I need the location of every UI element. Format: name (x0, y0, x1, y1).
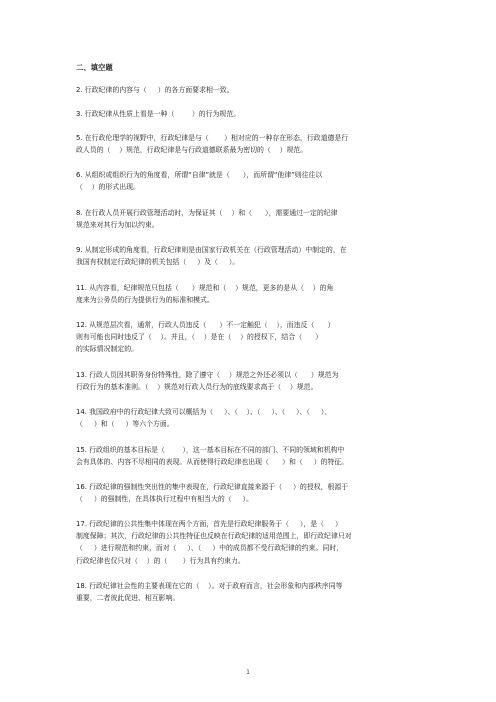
question-line: 6. 从组织或组织行为的角度看，所谓“自律”就是（ ），而所谓“他律”则往往以 (76, 171, 323, 179)
page-number: 1 (246, 669, 250, 676)
question-11 (76, 282, 428, 306)
question-line: 16. 行政纪律的强制性突出性的集中表现在，行政纪律直接来源于（ ）的授权，根源于 (76, 483, 349, 491)
question-5 (76, 132, 428, 156)
question-14 (76, 406, 428, 430)
question-16 (76, 481, 428, 505)
question-line: （ ）的强制性，在具体执行过程中有相当大的（ ）。 (76, 495, 253, 504)
question-line: 度来为公务员的行为提供行为的标准和模式。 (76, 296, 214, 305)
question-line: 14. 我国政府中的行政纪律大致可以概括为（ ）、（ ）、（ ）、（ ）、（ ）、 (76, 408, 332, 416)
question-8 (76, 207, 428, 231)
question-line: （ ）进行规范和约束，而对（ ）、（ ）中的成员都不受行政纪律的约束。同时， (76, 544, 344, 553)
question-6 (76, 169, 428, 193)
question-3 (76, 108, 428, 120)
question-line: 2. 行政纪律的内容与（ ）的各方面要求相一致。 (76, 86, 234, 94)
section-heading: 二、填空题 (76, 63, 113, 72)
question-line: 规范来对其行为加以约束。 (76, 221, 159, 230)
question-line: 行政行为的基本准则。（ ）规范对行政人员行为的底线要求高于（ ）规范。 (76, 383, 318, 392)
question-line: 5. 在行政伦理学的视野中，行政纪律是与（ ）相对应的一种存在形态，行政道德是行 (76, 134, 349, 142)
question-line: 11. 从内容看，纪律规范只包括（ ）规范和（ ）规范，更多的是从（ ）的角 (76, 284, 334, 292)
question-line: 会有具体的、内容不尽相同的表现。从而使得行政纪律也出现（ ）和（ ）的特征。 (76, 458, 349, 467)
question-13 (76, 369, 428, 393)
question-line: 3. 行政纪律从性质上看是一种（ ）的行为规范。 (76, 110, 241, 118)
question-line: （ ）和（ ）等六个方面。 (76, 420, 174, 429)
question-line: 9. 从制定形成的角度看，行政纪律则是由国家行政机关在（行政管理活动）中制定的，在 (76, 246, 347, 254)
question-15 (76, 444, 428, 468)
question-17 (76, 518, 428, 567)
question-line: 制度保障；其次，行政纪律的公共性特征也反映在行政纪律的适用范围上，即行政纪律只对 (76, 532, 352, 541)
question-line: 13. 行政人员因其职务身份特殊性，除了遵守（ ）规范之外还必须以（ ）规范为 (76, 371, 339, 379)
question-line: 17. 行政纪律的公共性集中体现在两个方面，首先是行政纪律服务于（ ），是（ ） (76, 520, 342, 528)
question-line: 18. 行政纪律社会性的主要表现在它的（ ）。对于政府而言，社会形象和内部秩序同等 (76, 582, 343, 590)
question-9 (76, 244, 428, 268)
question-line: 政人员的（ ）规范，行政纪律是与行政道德联系最为密切的（ ）规范。 (76, 146, 308, 155)
question-line: 的实际情况制定的。 (76, 345, 139, 354)
question-line: 重要，二者彼此促进、相互影响。 (76, 594, 180, 603)
question-line: 8. 在行政人员开展行政管理活动时，为保证其（ ）和（ ），需要通过一定的纪律 (76, 209, 338, 217)
question-line: 则有可能也同时违反了（ ）。并且，（ ）是在（ ）的授权下，结合（ ） (76, 333, 323, 342)
question-line: 15. 行政组织的基本目标是（ ），这一基本目标在不同的部门、不同的领域和机构中 (76, 446, 345, 454)
question-12 (76, 319, 428, 356)
question-line: 行政纪律也仅只对（ ）的（ ）行为具有约束力。 (76, 556, 245, 565)
question-18 (76, 580, 428, 604)
question-line: （ ）的形式出现。 (76, 183, 140, 192)
question-line: 我国有权制定行政纪律的机关包括（ ）及（ ）。 (76, 258, 240, 267)
question-line: 12. 从规范层次看，通常，行政人员违反（ ）不一定触犯（ ），而违反（ ） (76, 321, 335, 329)
question-2 (76, 84, 428, 96)
